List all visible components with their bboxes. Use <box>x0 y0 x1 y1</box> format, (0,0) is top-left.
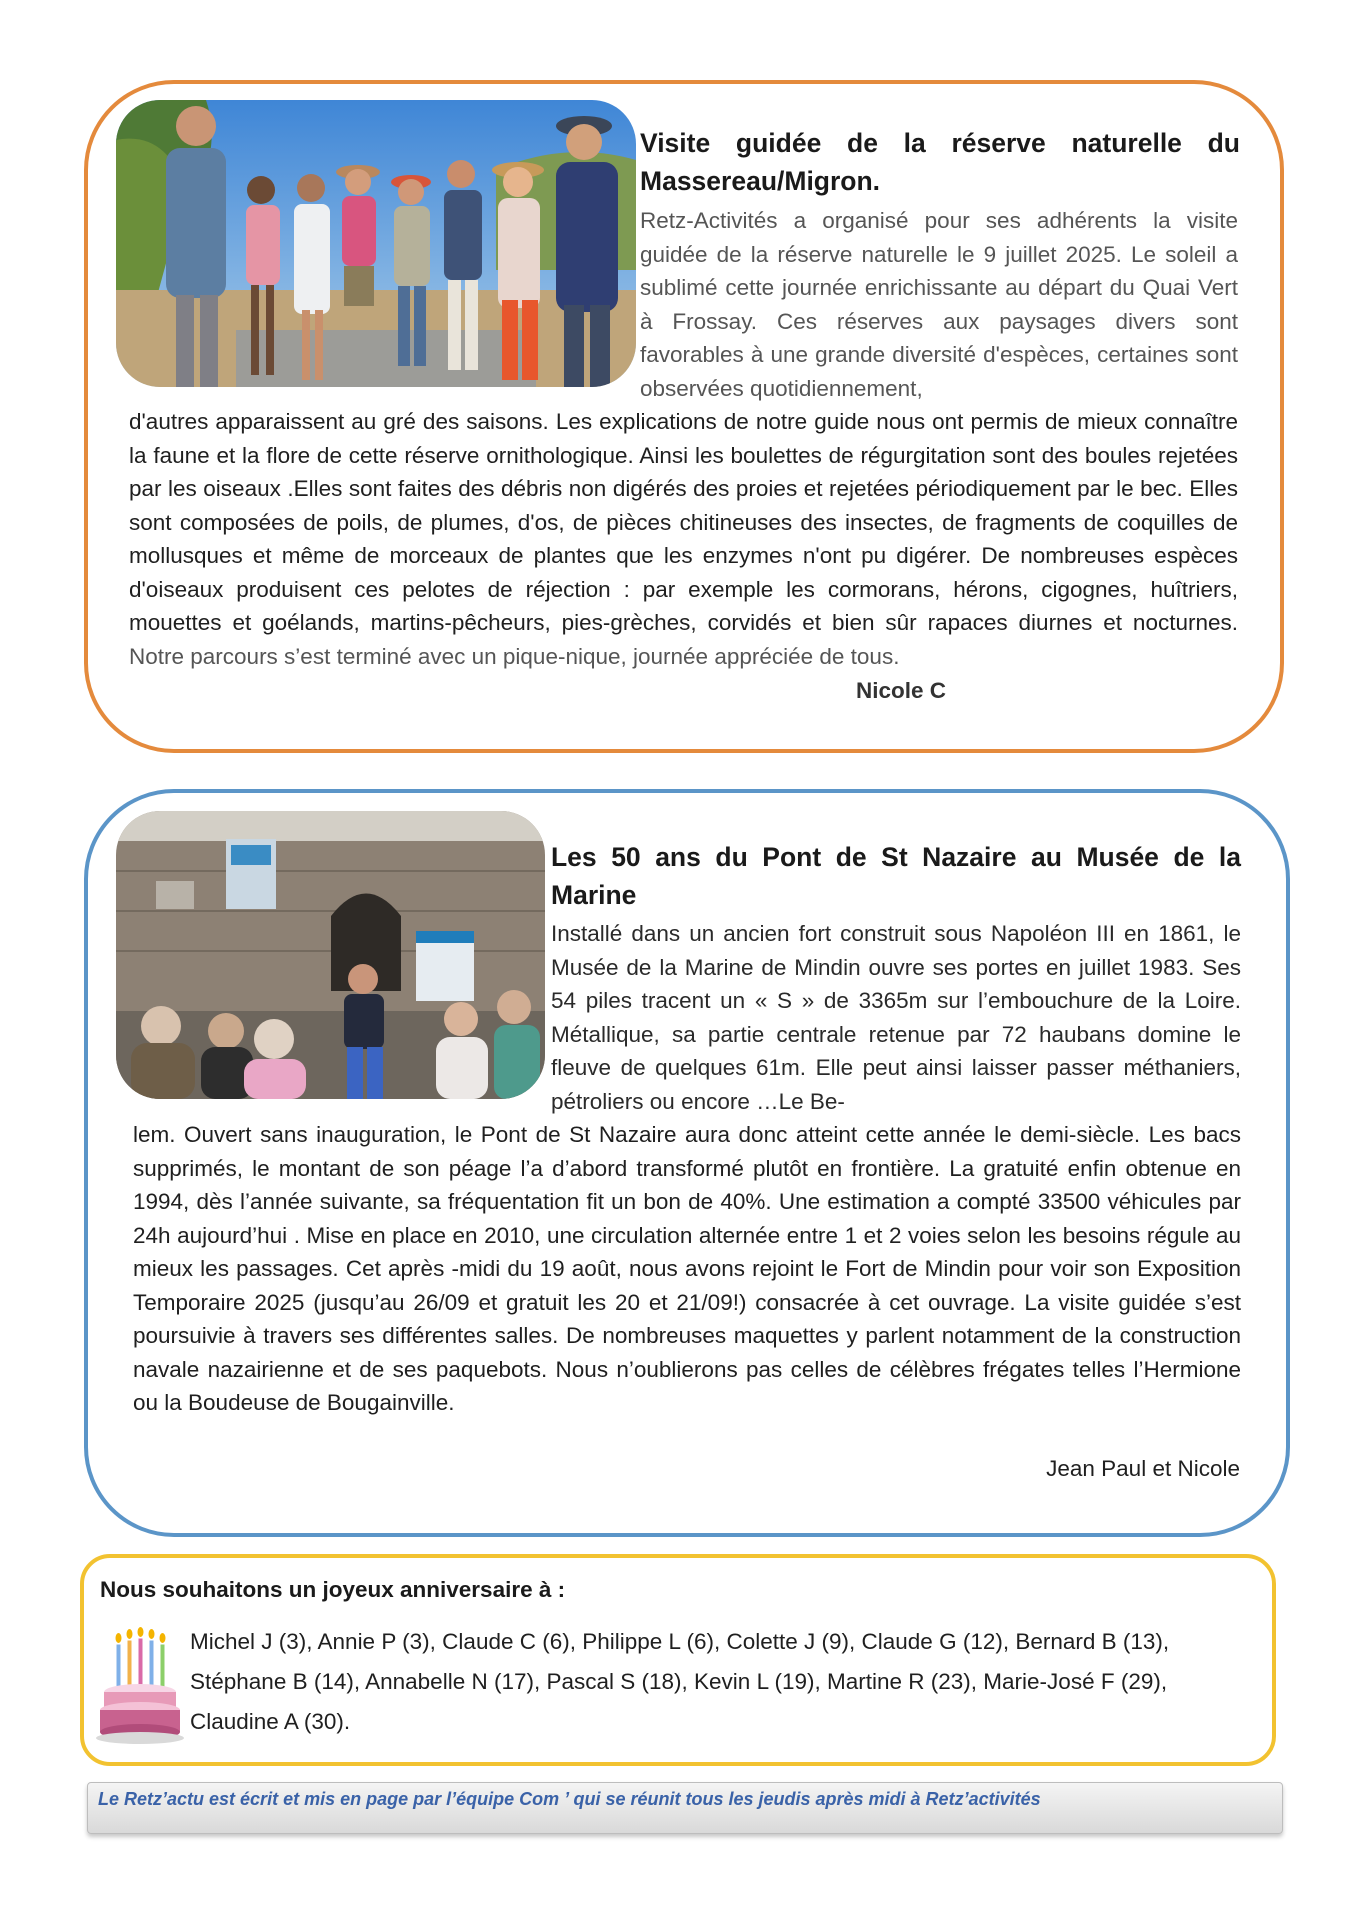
article-signature-reserve: Nicole C <box>856 678 947 703</box>
footer-text: Le Retz’actu est écrit et mis en page par l’équipe Com ’ qui se réunit tous les jeudis après midi à Retz’activités <box>98 1789 1041 1809</box>
article-title-pont: Les 50 ans du Pont de St Nazaire au Musée de la Marine <box>551 842 1241 910</box>
article-title-reserve: Visite guidée de la réserve naturelle du Massereau/Migron. <box>640 128 1240 196</box>
birthday-names-list: Michel J (3), Annie P (3), Claude C (6), Philippe L (6), Colette J (9), Claude G (12), Bernard B (13), Stéphane B (14), Annabelle N (17), Pascal S (18), Kevin L (19), Martine R (23), Marie-José F (29), Claudine A (30). <box>190 1629 1170 1734</box>
photo-group-museum-fort <box>116 811 545 1099</box>
article-text-pont-intro: Installé dans un ancien fort construit sous Napoléon III en 1861, le Musée de la Marine de Mindin ouvre ses portes en juillet 1983. Ses 54 piles tracent un « S » de 3365m sur l’embouchure de la Loire. Métallique, sa partie centrale retenue par 72 haubans domine le fleuve de quelques 61m. Elle peut ainsi laisser passer méthaniers, pétroliers ou encore …Le Be- <box>551 921 1241 1114</box>
article-text-pont-body: lem. Ouvert sans inauguration, le Pont de St Nazaire aura donc atteint cette année le demi-siècle. Les bacs supprimés, le montant de son péage l’a d’abord transformé plutôt en frontière. La gratuité enfin obtenue en 1994, dès l’année suivante, sa fréquentation fit un bon de 40%. Une estimation a compté 33500 véhicules par 24h aujourd’hui . Mise en place en 2010, une circulation alternée entre 1 et 2 voies selon les besoins régule au mieux les passages. Cet après -midi du 19 août, nous avons rejoint le Fort de Mindin pour voir son Exposition Temporaire 2025 (jusqu’au 26/09 et gratuit les 20 et 21/09!) consacrée à cet ouvrage. La visite guidée s’est poursuivie à travers ses différentes salles. De nombreuses maquettes y parlent notamment de la construction navale nazairienne et de ses paquebots. Nous n’oublierons pas celles de célèbres frégates telles l’Hermione ou la Boudeuse de Bougainville. <box>133 1122 1241 1415</box>
birthday-title: Nous souhaitons un joyeux anniversaire à : <box>100 1577 566 1602</box>
article-text-reserve-main: d'autres apparaissent au gré des saisons. Les explications de notre guide nous ont permis de mieux connaître la faune et la flore de cette réserve ornithologique. Ainsi les boulettes de régurgitation sont des boules rejetées par les oiseaux .Elles sont faites des débris non digérés des proies et rejetées périodiquement par le bec. Elles sont composées de poils, de plumes, d'os, de pièces chitineuses des insectes, de fragments de coquilles de mollusques et même de morceaux de plantes que les enzymes n'ont pu digérer. De nombreuses espèces d'oiseaux produisent ces pelotes de réjection : par exemple les cormorans, hérons, cigognes, huîtriers, mouettes et goélands, martins-pêcheurs, pies-grèches, corvidés et bien sûr rapaces diurnes et nocturnes. <box>129 409 1238 635</box>
article-text-reserve-body <box>129 405 1238 673</box>
footer-banner <box>87 1782 1283 1834</box>
article-signature-pont: Jean Paul et Nicole <box>1046 1456 1240 1481</box>
article-text-reserve-end: Notre parcours s’est terminé avec un pique-nique, journée appréciée de tous. <box>129 643 900 669</box>
article-text-reserve-intro: Retz-Activités a organisé pour ses adhérents la visite guidée de la réserve naturelle le 9 juillet 2025. Le soleil a sublimé cette journée enrichissante au départ du Quai Vert à Frossay. Ces réserves aux paysages divers sont favorables à une grande diversité d'espèces, certaines sont observées quotidiennement, <box>640 208 1238 401</box>
photo-group-reserve-visit <box>116 100 636 387</box>
birthday-cake-icon <box>96 1626 184 1746</box>
